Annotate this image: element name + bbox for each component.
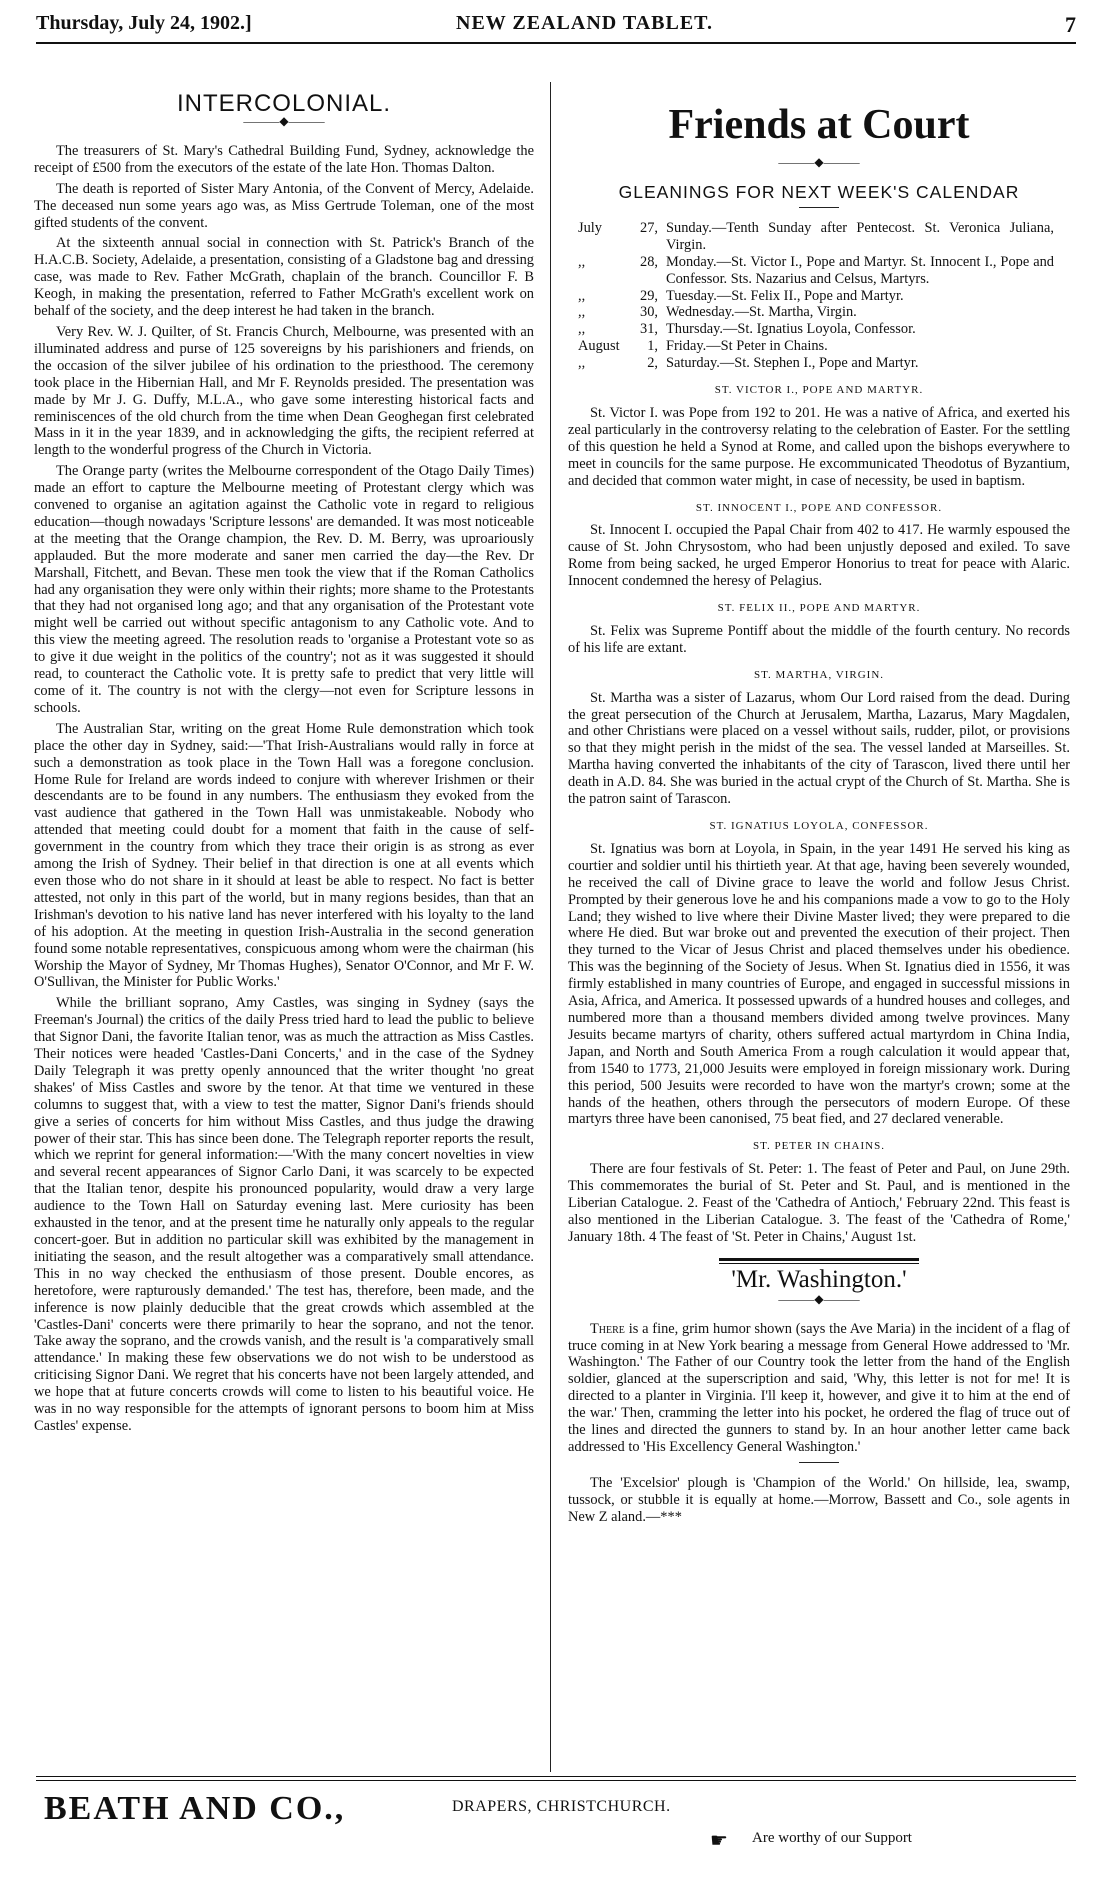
divider xyxy=(799,207,839,208)
advert-location: DRAPERS, CHRISTCHURCH. xyxy=(452,1798,671,1815)
column-divider xyxy=(550,82,551,1772)
news-paragraph: At the sixteenth annual social in connection with St. Patrick's Branch of the H.A.C.B. Society, Adelaide, a presentation, consisting of a Gladstone bag and dressing case, was made to Rev. Father McGrath, chaplain of the branch. Councillor F. B Keogh, in making the presentation, referred to Father McGrath's excellent work on behalf of the society, and the deep interest he had taken in the branch. xyxy=(34,235,534,320)
friends-column xyxy=(568,88,1070,1530)
news-paragraph: The death is reported of Sister Mary Antonia, of the Convent of Mercy, Adelaide. The deceased nun some years ago was, as Miss Gertrude Toleman, one of the most gifted students of the convent. xyxy=(34,180,534,231)
saint-paragraph: St. Innocent I. occupied the Papal Chair from 402 to 417. He warmly espoused the cause of St. John Chrysostom, who had been unjustly deposed and exiled. To save Rome from being sacked, he urged Emperor Honorius to treat for peace with Alaric. Innocent condemned the heresy of Pelagius. xyxy=(568,522,1070,590)
saint-heading: ST. INNOCENT I., POPE AND CONFESSOR. xyxy=(695,501,943,514)
section-rule xyxy=(719,1258,919,1264)
section-ornament: ———◆——— xyxy=(243,113,325,128)
washington-text: is a fine, grim humor shown (says the Ave Maria) in the incident of a flag of truce coming in at New York bearing a message from General Howe addressed to 'Mr. Washington.' The Father of our Country took the letter from the hand of the English soldier, glanced at the superscription and said, 'Why, this letter is not for me! It is directed to a planter in Virginia. I'll keep it, however, and give it to him at the end of the war.' Then, cramming the letter into his pocket, he ordered the flag of truce out of the lines and directed the gunners to stand by. In an hour another letter came back addressed to 'His Excellency General Washington.' xyxy=(568,1320,1070,1455)
intercolonial-heading: INTERCOLONIAL. xyxy=(176,90,392,117)
advert-brand: BEATH AND CO., xyxy=(44,1790,346,1827)
news-paragraph: The treasurers of St. Mary's Cathedral Building Fund, Sydney, acknowledge the receipt of £500 from the executors of the estate of the late Hon. Thomas Dalton. xyxy=(34,142,534,176)
section-ornament: ———◆——— xyxy=(778,1291,860,1306)
saint-paragraph: St. Felix was Supreme Pontiff about the middle of the fourth century. No records of his life are extant. xyxy=(568,622,1070,656)
calendar-row: ,, 28, Monday.—St. Victor I., Pope and Martyr. St. Innocent I., Pope and Confessor. Sts. Nazarius and Celsus, Martyrs. xyxy=(578,253,1054,287)
calendar-row: ,, 31, Thursday.—St. Ignatius Loyola, Confessor. xyxy=(578,321,916,338)
calendar-row: July 27, Sunday.—Tenth Sunday after Pentecost. St. Veronica Juliana, Virgin. xyxy=(578,219,1054,253)
footer-rule xyxy=(36,1780,1076,1781)
intercolonial-column xyxy=(34,88,534,1439)
saint-paragraph: St. Martha was a sister of Lazarus, whom Our Lord raised from the dead. During the great persecution of the Church at Jerusalem, Martha, Lazarus, Mary Magdalen, and other Christians were placed on a vessel without sails, rudder, pilot, or provisions so that they might perish in the midst of the sea. The vessel landed at Marseilles. St. Martha having converted the inhabitants of the city of Tarascon, lived there until her death in A.D. 84. She was buried in the actual crypt of the Church of St. Martha. She is the patron saint of Tarascon. xyxy=(568,689,1070,808)
friends-heading: Friends at Court xyxy=(668,102,970,148)
news-paragraph: While the brilliant soprano, Amy Castles, was singing in Sydney (says the Freeman's Journal) the critics of the daily Press tried hard to lead the public to believe that Signor Dani, the favorite Italian tenor, was as much the attraction as Miss Castles. Their notices were headed 'Castles-Dani Concerts,' and in the case of the Sydney Daily Telegraph it was pretty openly announced that the writer thought 'no great shakes' of Miss Castles and swore by the tenor. At that time we ventured in these columns to suggest that, with a view to test the matter, Signor Dani's friends should give a series of concerts for him without Miss Castles, and thus judge the drawing power of their star. This has since been done. The Telegraph reporter reports the result, which we reprint for general information:—'With the many concert novelties in view and several recent appearances of Signor Carlo Dani, it was scarcely to be expected that the Italian tenor, despite his pronounced popularity, would draw a very large audience to the Town Hall on Saturday evening last. Mere curiosity has been exhausted in the tenor, and at the present time he naturally only appeals to the regular concert-goer. But in addition no particular skill was exhibited by the management in initiating the season, and the result altogether was a comparatively small attendance. This in no way checked the enthusiasm of those present. Double encores, as heretofore, were rapturously demanded.' The test has, therefore, been made, and the inference is now plainly deducible that the great crowds which assembled at the 'Castles-Dani' concerts were there primarily to hear the soprano, and not the tenor. Take away the soprano, and the crowds vanish, and the result is 'a comparatively small attendance.' In making these few observations we do not wish to be understood as criticising Signor Dani. We regret that his concerts have not been largely attended, and we hope that at future concerts crowds will come to listen to his beautiful voice. He was in no way responsible for the attempts of ignorant persons to boom him at Miss Castles' expense. xyxy=(34,995,534,1434)
saint-heading: ST. PETER IN CHAINS. xyxy=(753,1140,885,1153)
washington-paragraph xyxy=(568,1321,1070,1456)
calendar-table xyxy=(578,220,1058,372)
calendar-row: August 1, Friday.—St Peter in Chains. xyxy=(578,338,828,355)
divider xyxy=(799,1462,839,1463)
lead-word: There xyxy=(590,1320,625,1337)
calendar-row: ,, 2, Saturday.—St. Stephen I., Pope and Martyr. xyxy=(578,355,919,372)
saint-heading: ST. VICTOR I., POPE AND MARTYR. xyxy=(714,384,924,397)
calendar-subheading: GLEANINGS FOR NEXT WEEK'S CALENDAR xyxy=(618,182,1020,202)
excelsior-advert: The 'Excelsior' plough is 'Champion of the World.' On hillside, lea, swamp, tussock, or stubble it is equally at home.—Morrow, Bassett and Co., sole agents in New Z aland.—*** xyxy=(568,1474,1070,1525)
pointing-hand-icon: ☛ xyxy=(710,1828,728,1852)
calendar-row: ,, 29, Tuesday.—St. Felix II., Pope and Martyr. xyxy=(578,287,904,304)
washington-heading: 'Mr. Washington.' xyxy=(731,1265,907,1293)
news-paragraph: The Australian Star, writing on the great Home Rule demonstration which took place the other day in Sydney, said:—'That Irish-Australians would rally in force at such a demonstration as took place in the Town Hall was a foregone conclusion. Home Rule for Ireland are words indeed to conjure with wherever Irishmen or their descendants are to be found in any numbers. The enthusiasm they evoked from the vast audience that gathered in the Town Hall was unmistakeable. Nobody who attended that meeting could doubt for a moment that faith in the cause of self-government in the country from which they trace their origin is as strong as ever among the Irish of Sydney. Their belief in that direction is one at all events which even those who do not share in it should at least be able to respect. No fact is better attested, not only in this part of the world, but in many regions besides, than that an Irishman's devotion to his native land has never interfered with his loyalty to the land of his adoption. At the meeting in question Irish-Australia in the second generation found some notable representatives, conspicuous among whom were the chairman (his Worship the Mayor of Sydney, Mr Thomas Hughes), Senator O'Connor, and Mr F. W. O'Sullivan, the Minister for Public Works.' xyxy=(34,720,534,991)
footer-rule xyxy=(36,1776,1076,1777)
newspaper-title: NEW ZEALAND TABLET. xyxy=(456,12,714,34)
saint-paragraph: St. Ignatius was born at Loyola, in Spain, in the year 1491 He served his king as courtier and soldier until his thirtieth year. At that age, having been severely wounded, he received the call of Divine grace to leave the world and follow Jesus Christ. Prompted by their generous love he and his companions made a vow to go to the Holy Land; they wished to live where their Divine Master lived; they were prepared to die where He died. But war broke out and prevented the execution of their project. Then they turned to the Vicar of Jesus Christ and placed themselves under his obedience. This was the beginning of the Society of Jesus. When St. Ignatius died in 1556, it was firmly established in many countries of Europe, and engaged in successful missions in Asia, Africa, and America. It possessed upwards of a hundred houses and colleges, and numbered more than a thousand members divided among twelve provinces. Many Jesuits became martyrs of charity, others suffered actual martyrdom in China India, Japan, and North and South America From a rough calculation it would appear that, from 1540 to 1773, 21,000 Jesuits were employed in foreign missionary work. During this period, 500 Jesuits were recorded to have won the martyr's crown; some at the hands of the heathen, others through the persecutors of modern Europe. Of these martyrs three have been canonised, 75 beat fied, and 27 declared venerable. xyxy=(568,840,1070,1128)
saint-paragraph: There are four festivals of St. Peter: 1. The feast of Peter and Paul, on June 29th. This commemorates the burial of St. Peter and St. Paul, and is mentioned in the Liberian Catalogue. 2. Feast of the 'Cathedra of Antioch,' February 22nd. This feast is also mentioned in the Liberian Catalogue. 3. The feast of the 'Cathedra of Rome,' January 18th. 4 The feast of 'St. Peter in Chains,' August 1st. xyxy=(568,1161,1070,1245)
saint-heading: ST. IGNATIUS LOYOLA, CONFESSOR. xyxy=(709,820,929,832)
masthead xyxy=(36,6,1076,44)
advert-tagline: Are worthy of our Support xyxy=(752,1830,912,1846)
news-paragraph: The Orange party (writes the Melbourne correspondent of the Otago Daily Times) made an effort to capture the Melbourne meeting of Protestant clergy which was convened to organise an agitation against the Catholic vote in regard to religious education—though nowadays 'Scripture lessons' are demanded. It was most noticeable at the meeting that the Orange champion, the Rev. D. M. Berry, was uproariously applauded. But the more moderate and saner men carried the day—the Rev. Dr Marshall, Fitchett, and Bevan. These men took the view that if the Roman Catholics had any organisation they were only within their rights; more shame to the Protestants that they had not organised long ago; and that any organisation of the Protestant vote might well be carried out without specific antagonism to any Catholic vote. And to this view the meeting agreed. The resolution reads to 'organise a Protestant vote so as to give it due weight in the politics of the country'; not as it was suggested it should read, to counteract the Catholic vote. It is pretty safe to predict that very little will come of it. The country is not with the clergy—not even for Scripture lessons in schools. xyxy=(34,463,534,716)
saint-heading: ST. FELIX II., POPE AND MARTYR. xyxy=(717,602,921,615)
section-ornament: ———◆——— xyxy=(778,155,860,169)
page-number: 7 xyxy=(1065,12,1076,37)
saint-heading: ST. MARTHA, VIRGIN. xyxy=(753,668,885,681)
saint-paragraph: St. Victor I. was Pope from 192 to 201. He was a native of Africa, and exerted his zeal particularly in the controversy relating to the celebration of Easter. For the settling of this question he held a Synod at Rome, and called upon the bishops everywhere to meet in councils for the same purpose. He excommunicated Theodotus of Byzantium, and decided that common water might, in case of necessity, be used in baptism. xyxy=(568,404,1070,489)
issue-date: Thursday, July 24, 1902.] xyxy=(36,12,252,34)
calendar-row: ,, 30, Wednesday.—St. Martha, Virgin. xyxy=(578,304,857,321)
news-paragraph: Very Rev. W. J. Quilter, of St. Francis Church, Melbourne, was presented with an illuminated address and purse of 125 sovereigns by his parishioners and friends, on the occasion of the silver jubilee of his ordination to the priesthood. The ceremony took place in the Hibernian Hall, and Mr F. Reynolds presided. The presentation was made by Mr J. G. Duffy, M.L.A., who gave some interesting historical facts and reminiscences of the old church from the time when Dean Geoghegan first celebrated Mass in it in the year 1839, and in acknowledging the gifts, the recipient referred at length to the wonderful progress of the Church in Victoria. xyxy=(34,323,534,459)
